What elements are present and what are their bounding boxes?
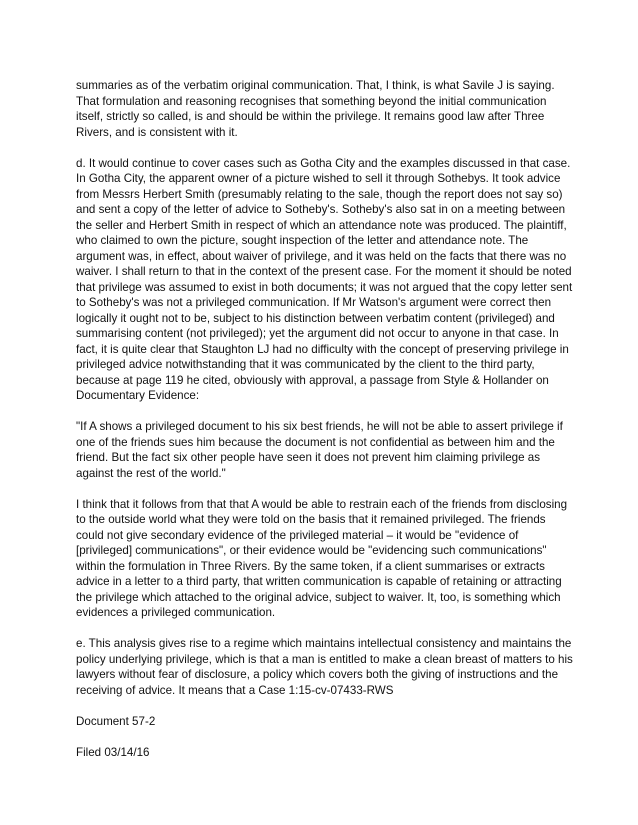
filed-date-label: Filed 03/14/16	[76, 745, 150, 759]
document-number-label: Document 57-2	[76, 714, 156, 728]
document-body	[76, 78, 576, 776]
paragraph-d-gotha-city: d. It would continue to cover cases such as Gotha City and the examples discussed in that case. In Gotha City, the apparent owner of a picture wished to sell it through Sothebys. It took advice from Messrs Herbert Smith (presumably relating to the sale, though the report does not say so) and sent a copy of the letter of advice to Sotheby's. Sotheby's also sat in on a meeting between the seller and Herbert Smith in respect of which an attendance note was produced. The plaintiff, who claimed to own the picture, sought inspection of the letter and attendance note. The argument was, in effect, about waiver of privilege, and it was held on the facts that there was no waiver. I shall return to that in the context of the present case. For the moment it should be noted that privilege was assumed to exist in both documents; it was not argued that the copy letter sent to Sotheby's was not a privileged communication. If Mr Watson's argument were correct then logically it ought not to be, subject to his distinction between verbatim content (privileged) and summarising content (not privileged); yet the argument did not occur to anyone in that case. In fact, it is quite clear that Staughton LJ had no difficulty with the concept of preserving privilege in privileged advice notwithstanding that it was communicated by the client to the third party, because at page 119 he cited, obviously with approval, a passage from Style & Hollander on Documentary Evidence:	[76, 156, 573, 402]
paragraph-e-regime: e. This analysis gives rise to a regime which maintains intellectual consistency and maintains the policy underlying privilege, which is that a man is entitled to make a clean breast of matters to his lawyers without fear of disclosure, a policy which covers both the giving of instructions and the receiving of advice. It means that a Case 1:15-cv-07433-RWS	[76, 637, 573, 697]
paragraph-friends-restraint: I think that it follows from that that A would be able to restrain each of the friends from disclosing to the outside world what they were told on the basis that it remained privileged. The friends could not give secondary evidence of the privileged material – it would be "evidence of [privileged] communications", or their evidence would be "evidencing such communications" within the formulation in Three Rivers. By the same token, if a client summarises or extracts advice in a letter to a third party, that written communication is capable of retaining or attracting the privilege which attached to the original advice, subject to waiver. It, too, is something which evidences a privileged communication.	[76, 497, 568, 619]
paragraph-quotation-style-hollander: "If A shows a privileged document to his six best friends, he will not be able to assert privilege if one of the friends sues him because the document is not confidential as between him and the friend. But the fact six other people have seen it does not prevent him claiming privilege as against the rest of the world."	[76, 420, 563, 480]
paragraph-savile-summary: summaries as of the verbatim original communication. That, I think, is what Savile J is saying. That formulation and reasoning recognises that something beyond the initial communication itself, strictly so called, is and should be within the privilege. It remains good law after Three Rivers, and is consistent with it.	[76, 79, 555, 139]
